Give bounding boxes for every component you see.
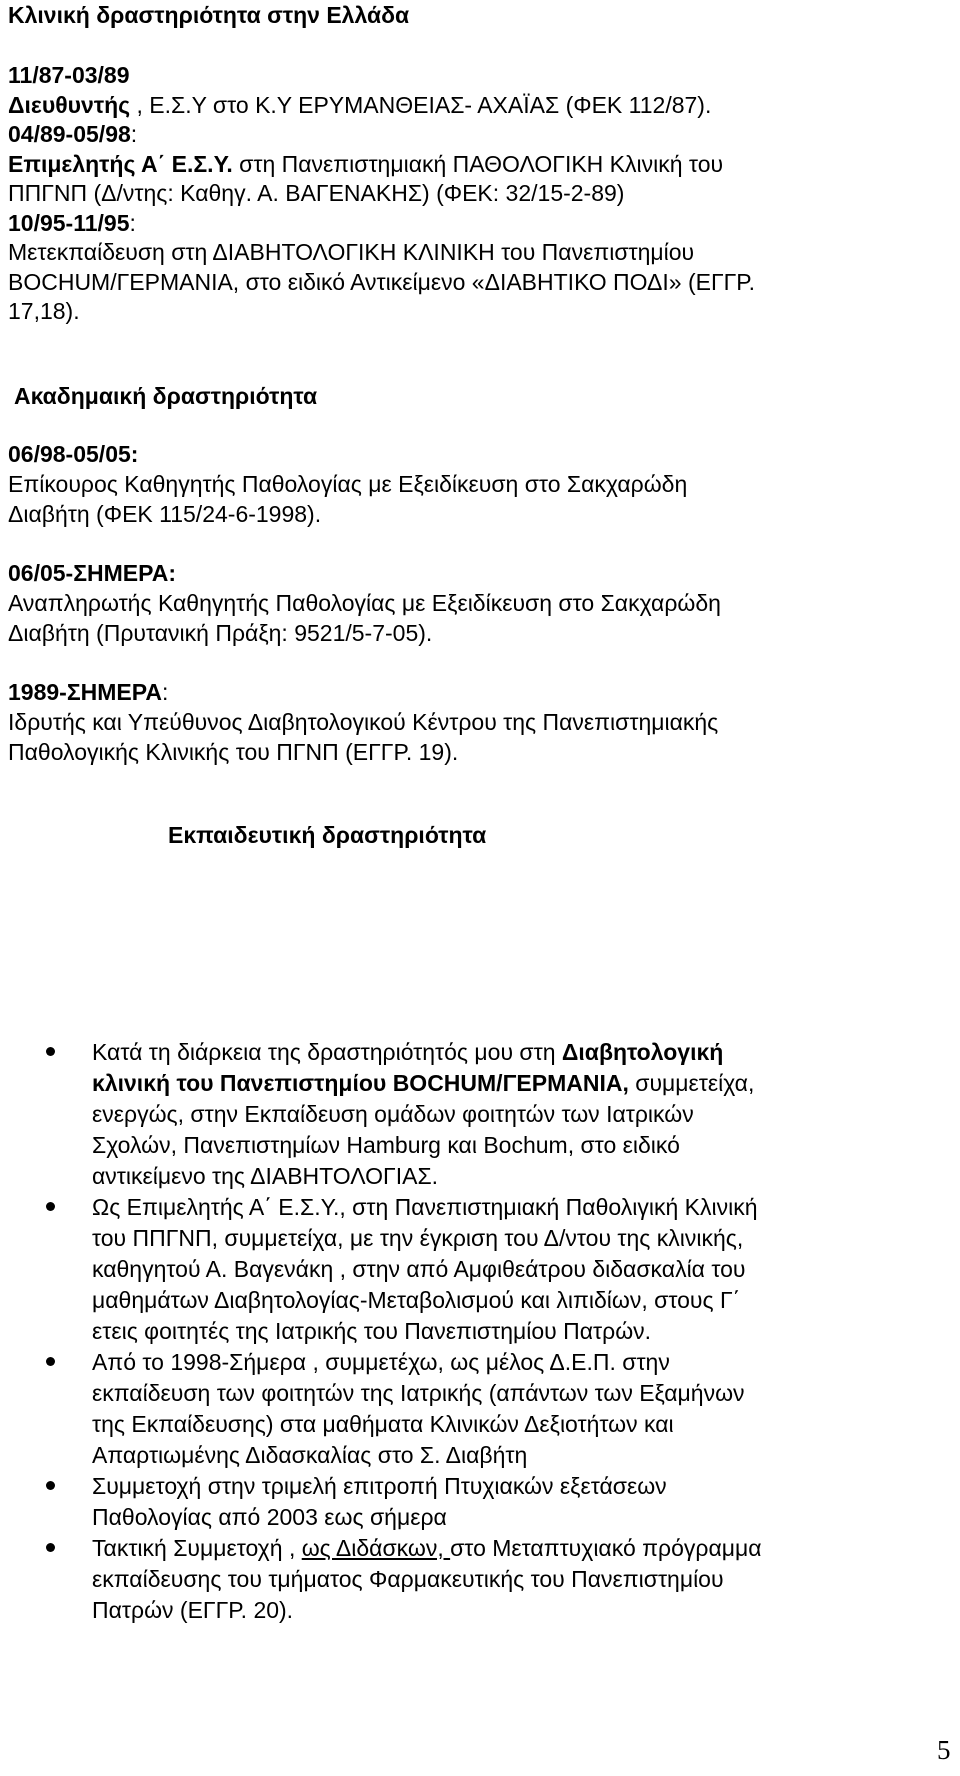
clinical-role-1-rest: , Ε.Σ.Υ στο Κ.Υ ΕΡΥΜΑΝΘΕΙΑΣ- ΑΧΑΪΑΣ (ΦΕΚ 112/87).: [130, 92, 712, 118]
academic-date-3-colon: :: [161, 679, 169, 705]
clinical-entry-2: [8, 149, 723, 179]
edu-bullet-1-line2: [92, 1068, 754, 1098]
edu-bullet-2-line1: Ως Επιμελητής Α΄ Ε.Σ.Υ., στη Πανεπιστημιακή Παθολιγική Κλινική: [92, 1194, 758, 1220]
clinical-role-2: Επιμελητής Α΄ Ε.Σ.Υ.: [8, 151, 233, 177]
clinical-date-3: 10/95-11/95: [8, 210, 130, 236]
edu-bullet-3-line3: της Εκπαίδευσης) στα μαθήματα Κλινικών Δεξιοτήτων και: [92, 1411, 674, 1437]
clinical-entry-3-date-line: [8, 208, 136, 238]
academic-date-1: 06/98-05/05:: [8, 441, 139, 467]
edu-bullet-3-line2: εκπαίδευση των φοιτητών της Ιατρικής (απάντων των Εξαμήνων: [92, 1380, 745, 1406]
clinical-role-1: Διευθυντής: [8, 92, 131, 118]
edu-bullet-1-text-b: Διαβητολογική: [561, 1039, 724, 1065]
edu-bullet-1-bold: κλινική του Πανεπιστημίου BOCHUM/ΓΕΡΜΑΝΙΑ,: [92, 1070, 629, 1096]
clinical-date-2: 04/89-05/98: [8, 121, 131, 147]
clinical-entry-1: [8, 90, 711, 120]
edu-bullet-5-text-a: Τακτική Συμμετοχή ,: [92, 1535, 302, 1561]
clinical-date-3-colon: :: [129, 210, 136, 236]
clinical-role-2-rest: στη Πανεπιστημιακή ΠΑΘΟΛΟΓΙΚΗ Κλινική του: [232, 151, 724, 177]
edu-bullet-2-line2: του ΠΠΓΝΠ, συμμετείχα, με την έγκριση του Δ/ντου της κλινικής,: [92, 1225, 744, 1251]
edu-bullet-1-text-a: Κατά τη διάρκεια της δραστηριότητός μου στη: [92, 1039, 562, 1065]
clinical-entry-2-line2: ΠΠΓΝΠ (Δ/ντης: Καθηγ. Α. ΒΑΓΕΝΑΚΗΣ) (ΦΕΚ: 32/15-2-89): [8, 180, 625, 206]
section-title-educational: Εκπαιδευτική δραστηριότητα: [168, 822, 487, 848]
academic-entry-2-line2: Διαβήτη (Πρυτανική Πράξη: 9521/5-7-05).: [8, 620, 433, 646]
academic-entry-1-line2: Διαβήτη (ΦΕΚ 115/24-6-1998).: [8, 501, 322, 527]
academic-entry-3-line2: Παθολογικής Κλινικής του ΠΓΝΠ (ΕΓΓΡ. 19).: [8, 739, 459, 765]
academic-date-3: 1989-ΣΗΜΕΡΑ: [8, 679, 162, 705]
academic-entry-3-date-line: [8, 677, 168, 707]
clinical-entry-2-date-line: [8, 119, 137, 149]
edu-bullet-1-line3: ενεργώς, στην Εκπαίδευση ομάδων φοιτητών των Ιατρικών: [92, 1101, 694, 1127]
edu-bullet-2-line4: μαθημάτων Διαβητολογίας-Μεταβολισμού και λιπιδίων, στους Γ΄: [92, 1287, 741, 1313]
academic-entry-3-line1: Ιδρυτής και Υπεύθυνος Διαβητολογικού Κέντρου της Πανεπιστημιακής: [8, 709, 719, 735]
section-title-academic: Ακαδημαική δραστηριότητα: [14, 383, 318, 409]
page-number: 5: [937, 1735, 951, 1765]
edu-bullet-5-line1: [92, 1533, 762, 1563]
edu-bullet-4-line1: Συμμετοχή στην τριμελή επιτροπή Πτυχιακών εξετάσεων: [92, 1473, 667, 1499]
edu-bullet-4-line2: Παθολογίας από 2003 εως σήμερα: [92, 1504, 447, 1530]
clinical-date-1: 11/87-03/89: [8, 62, 130, 88]
clinical-entry-3-line2: BOCHUM/ΓΕΡΜΑΝΙΑ, στο ειδικό Αντικείμενο «ΔΙΑΒΗΤΙΚΟ ΠΟΔΙ» (ΕΓΓΡ.: [8, 269, 756, 295]
edu-bullet-3-line1: Από το 1998-Σήμερα , συμμετέχω, ως μέλος Δ.Ε.Π. στην: [92, 1349, 670, 1375]
edu-bullet-1-line5: αντικείμενο της ΔΙΑΒΗΤΟΛΟΓΙΑΣ.: [92, 1163, 439, 1189]
edu-bullet-1-line1: [92, 1037, 723, 1067]
edu-bullet-5-line2: εκπαίδευσης του τμήματος Φαρμακευτικής του Πανεπιστημίου: [92, 1566, 724, 1592]
edu-bullet-1-line4: Σχολών, Πανεπιστημίων Hamburg και Bochum, στο ειδικό: [92, 1132, 680, 1158]
edu-bullet-3-line4: Απαρτιωμένης Διδασκαλίας στο Σ. Διαβήτη: [92, 1442, 528, 1468]
clinical-date-2-colon: :: [130, 121, 138, 147]
edu-bullet-5-underlined: ως Διδάσκων,: [301, 1535, 451, 1561]
academic-date-2: 06/05-ΣΗΜΕΡΑ:: [8, 560, 177, 586]
academic-entry-2-line1: Αναπληρωτής Καθηγητής Παθολογίας με Εξειδίκευση στο Σακχαρώδη: [8, 590, 721, 616]
edu-bullet-5-text-c: στο Μεταπτυχιακό πρόγραμμα: [450, 1535, 762, 1561]
clinical-entry-3-line3: 17,18).: [8, 298, 80, 324]
clinical-entry-3-line1: Μετεκπαίδευση στη ΔΙΑΒΗΤΟΛΟΓΙΚΗ ΚΛΙΝΙΚΗ του Πανεπιστημίου: [8, 239, 695, 265]
section-title-clinical: Κλινική δραστηριότητα στην Ελλάδα: [8, 2, 410, 28]
edu-bullet-5-line3: Πατρών (ΕΓΓΡ. 20).: [92, 1597, 294, 1623]
edu-bullet-1-rest: συμμετείχα,: [628, 1070, 755, 1096]
edu-bullet-2-line3: καθηγητού Α. Βαγενάκη , στην από Αμφιθεάτρου διδασκαλία του: [92, 1256, 746, 1282]
edu-bullet-2-line5: ετεις φοιτητές της Ιατρικής του Πανεπιστημίου Πατρών.: [92, 1318, 652, 1344]
academic-entry-1-line1: Επίκουρος Καθηγητής Παθολογίας με Εξειδίκευση στο Σακχαρώδη: [8, 471, 688, 497]
